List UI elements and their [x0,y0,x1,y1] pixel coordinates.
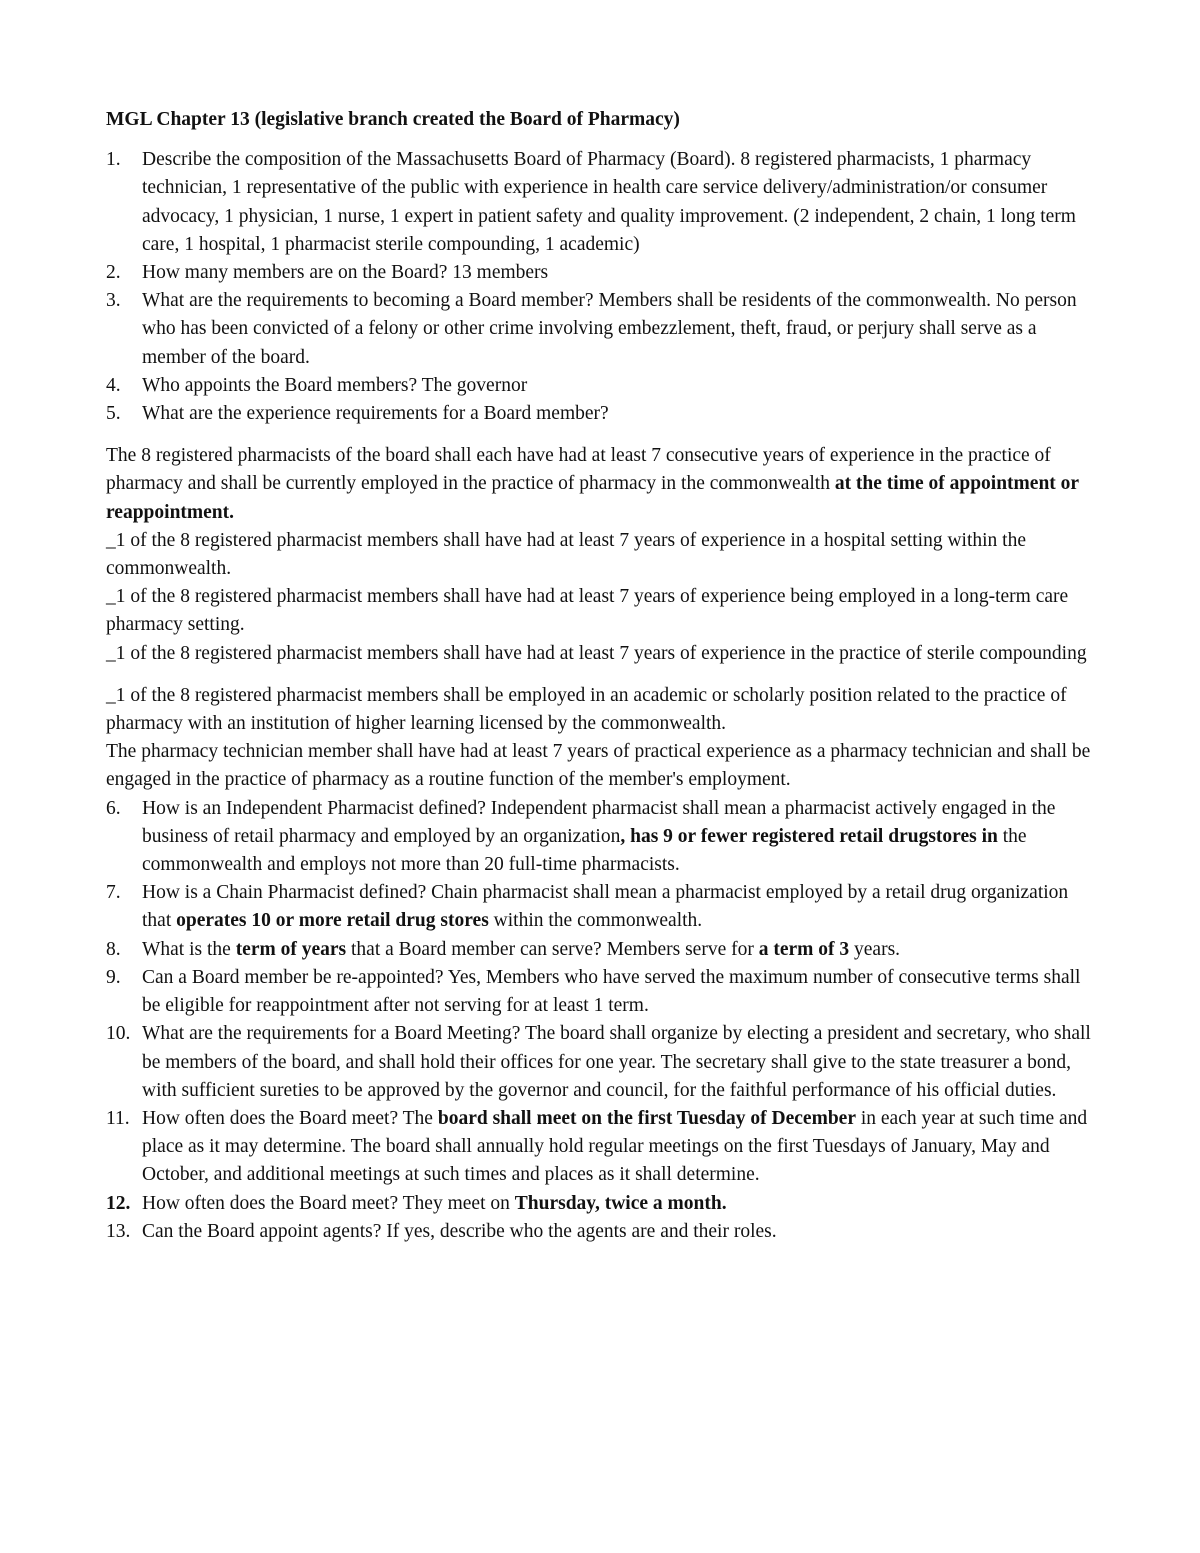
item-text: Can a Board member be re-appointed? Yes, Members who have served the maximum number of consecutive terms shall be eligible for reappointment after not serving for at least 1 term. [142,966,1081,1017]
item-bold-text: operates 10 or more retail drug stores [176,910,489,932]
item-number: 2. [106,262,121,284]
paragraph [106,442,1096,527]
question-list-1 [106,146,1096,428]
list-item [106,259,1096,287]
list-item [106,287,1096,372]
item-text: How many members are on the Board? 13 members [142,262,549,284]
list-item [106,146,1096,259]
paragraph: _1 of the 8 registered pharmacist members shall have had at least 7 years of experience in the practice of sterile compounding [106,642,1087,664]
list-item [106,1218,1096,1246]
item-text: Describe the composition of the Massachusetts Board of Pharmacy (Board). 8 registered pharmacists, 1 pharmacy technician, 1 representative of the public with experience in health care service delivery/administration/or consumer advocacy, 1 physician, 1 nurse, 1 expert in patient safety and quality improvement. (2 independent, 2 chain, 1 long term care, 1 hospital, 1 pharmacist sterile compounding, 1 academic) [142,149,1076,255]
item-text: years. [849,938,901,960]
list-item [106,1020,1096,1105]
list-item [106,400,1096,428]
list-item [106,964,1096,1020]
item-text: How often does the Board meet? They meet on [142,1192,515,1214]
paragraph-bold-text: at the time of appointment or reappointment. [106,473,1079,523]
list-item [106,795,1096,880]
paragraph-text: The 8 registered pharmacists of the board shall each have had at least 7 consecutive years of experience in the practice of pharmacy and shall be currently employed in the practice of pharmacy in the commonwealth [106,445,1051,495]
item-text: How is an Independent Pharmacist defined? Independent pharmacist shall mean a pharmacist actively engaged in the business of retail pharmacy and employed by an organization [142,797,1056,847]
item-text: How is a Chain Pharmacist defined? Chain pharmacist shall mean a pharmacist employed by a retail drug organization that [142,882,1069,932]
item-text: Can the Board appoint agents? If yes, describe who the agents are and their roles. [142,1220,777,1242]
item-text: within the commonwealth. [488,910,703,932]
document-page [106,106,1096,1246]
item-text: that a Board member can serve? Members serve for [346,938,759,960]
item-bold-text: , has 9 or fewer registered retail drugstores in [620,825,998,847]
list-item [106,879,1096,935]
item-number: 11. [106,1107,130,1129]
item-number: 4. [106,374,121,396]
item-text: What are the experience requirements for a Board member? [142,403,609,425]
item-bold-text: board shall meet on the first Tuesday of December [437,1107,856,1129]
item-number: 7. [106,882,121,904]
item-bold-text: term of years [235,938,347,960]
item-number: 1. [106,149,121,171]
item-number: 5. [106,403,121,425]
item-number: 9. [106,966,121,988]
list-item [106,1105,1096,1190]
item-number: 8. [106,938,121,960]
paragraph: The pharmacy technician member shall have had at least 7 years of practical experience as a pharmacy technician and shall be engaged in the practice of pharmacy as a routine function of the member's employment. [106,741,1091,791]
paragraph: _1 of the 8 registered pharmacist members shall have had at least 7 years of experience in a hospital setting within the commonwealth. [106,529,1026,580]
item-number: 13. [106,1220,131,1242]
item-number: 10. [106,1023,131,1045]
page-title: MGL Chapter 13 (legislative branch created the Board of Pharmacy) [106,109,680,130]
item-text: What are the requirements to becoming a Board member? Members shall be residents of the commonwealth. No person who has been convicted of a felony or other crime involving embezzlement, theft, fraud, or perjury shall serve as a member of the board. [142,290,1077,368]
item-text: What are the requirements for a Board Meeting? The board shall organize by electing a president and secretary, who shall be members of the board, and shall hold their offices for one year. The secretary shall give to the state treasurer a bond, with sufficient sureties to be approved by the governor and council, for the faithful performance of his official duties. [142,1023,1091,1101]
item-number: 6. [106,797,121,819]
list-item [106,372,1096,400]
item-number: 12. [106,1192,131,1214]
item-text: How often does the Board meet? The [142,1107,438,1129]
item-text: in each year at such time and place as it may determine. The board shall annually hold regular meetings on the first Tuesdays of January, May and October, and additional meetings at such times and places as it shall determine. [142,1107,1088,1186]
item-bold-text: a term of 3 [758,938,850,960]
experience-section-continued [106,682,1096,795]
item-number: 3. [106,290,121,312]
experience-section [106,442,1096,668]
paragraph: _1 of the 8 registered pharmacist members shall be employed in an academic or scholarly position related to the practice of pharmacy with an institution of higher learning licensed by the commonwealth. [106,684,1067,735]
item-text: the commonwealth and employs not more than 20 full-time pharmacists. [142,825,1027,876]
list-item [106,936,1096,964]
item-bold-text: Thursday, twice a month. [514,1192,727,1214]
item-text: What is the [142,938,236,960]
paragraph: _1 of the 8 registered pharmacist members shall have had at least 7 years of experience being employed in a long-term care pharmacy setting. [106,586,1069,636]
question-list-2 [106,795,1096,1246]
item-text: Who appoints the Board members? The governor [142,374,528,396]
list-item [106,1190,1096,1218]
